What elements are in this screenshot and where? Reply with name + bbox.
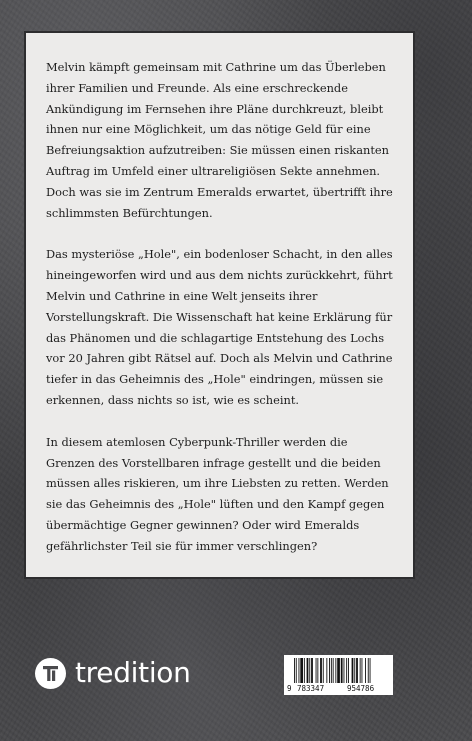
- barcode-bar: [294, 658, 295, 683]
- barcode-bar: [354, 658, 355, 683]
- barcode-first-digit: 9: [287, 684, 292, 693]
- barcode-bar: [335, 658, 336, 683]
- barcode-bar: [317, 658, 318, 683]
- barcode-bar: [331, 658, 332, 683]
- barcode-right-group: 954786: [347, 684, 375, 693]
- barcode-bar: [362, 658, 363, 683]
- barcode-bar: [352, 658, 354, 683]
- barcode-bar: [320, 658, 322, 683]
- barcode-bar: [299, 658, 300, 683]
- barcode-bar: [311, 658, 313, 683]
- barcode-digits: [284, 683, 393, 694]
- publisher-logo: [35, 656, 191, 690]
- publisher-name: tredition: [75, 656, 191, 689]
- barcode-bar: [326, 658, 327, 683]
- barcode-bar: [356, 658, 358, 683]
- barcode-bar: [368, 658, 369, 683]
- barcode-bar: [316, 658, 317, 683]
- barcode-bar: [337, 658, 340, 683]
- barcode-bar: [296, 658, 297, 683]
- barcode-bar: [304, 658, 305, 683]
- barcode-bar: [360, 658, 361, 683]
- barcode-bar: [307, 658, 309, 683]
- barcode-bar: [348, 658, 349, 683]
- barcode-left-group: 783347: [297, 684, 325, 693]
- barcode-bar: [341, 658, 343, 683]
- barcode-bar: [309, 658, 310, 683]
- barcode-bar: [300, 658, 303, 683]
- barcode-bar: [329, 658, 330, 683]
- barcode-bar: [333, 658, 334, 683]
- blurb-paragraph-2: Das mysteriöse „Hole", ein bodenloser Schacht, in den alles hineingeworfen wird und aus dem nichts zurückkehrt, führt Melvin und Cathrine in eine Welt jenseits ihrer Vorstellungskraft. Die Wissenschaft hat keine Erklärung für das Phänomen und die schlagartige Entstehung des Lochs vor 20 Jahren gibt Rätsel auf. Doch als Melvin und Cathrine tiefer in das Geheimnis des „Hole" eindringen, müssen sie erkennen, dass nichts so ist, wie es scheint.: [46, 247, 393, 407]
- isbn-barcode: [284, 655, 393, 695]
- barcode-bar: [346, 658, 347, 683]
- blurb-paragraph-3: In diesem atemlosen Cyberpunk-Thriller werden die Grenzen des Vorstellbaren infrage gestellt und die beiden müssen alles riskieren, um ihre Liebsten zu retten. Werden sie das Geheimnis des „Hole" lüften und den Kampf gegen übermächtige Gegner gewinnen? Oder wird Emeralds gefährlichster Teil sie für immer verschlingen?: [46, 434, 389, 553]
- blurb-panel: [24, 31, 415, 579]
- blurb-paragraph-1: Melvin kämpft gemeinsam mit Cathrine um das Überleben ihrer Familien und Freunde. Als eine erschreckende Ankündigung im Fernsehen ihre Pläne durchkreuzt, bleibt ihnen nur eine Möglichkeit, um das nötige Geld für eine Befreiungsaktion aufzutreiben: Sie müssen einen riskanten Auftrag im Umfeld einer ultrareligiösen Sekte annehmen. Doch was sie im Zentrum Emeralds erwartet, übertrifft ihre schlimmsten Befürchtungen.: [46, 60, 393, 220]
- barcode-bar: [365, 658, 366, 683]
- barcode-bar: [370, 658, 371, 683]
- tredition-logo-icon: [35, 658, 66, 689]
- barcode-bar: [323, 658, 324, 683]
- barcode-bar: [344, 658, 345, 683]
